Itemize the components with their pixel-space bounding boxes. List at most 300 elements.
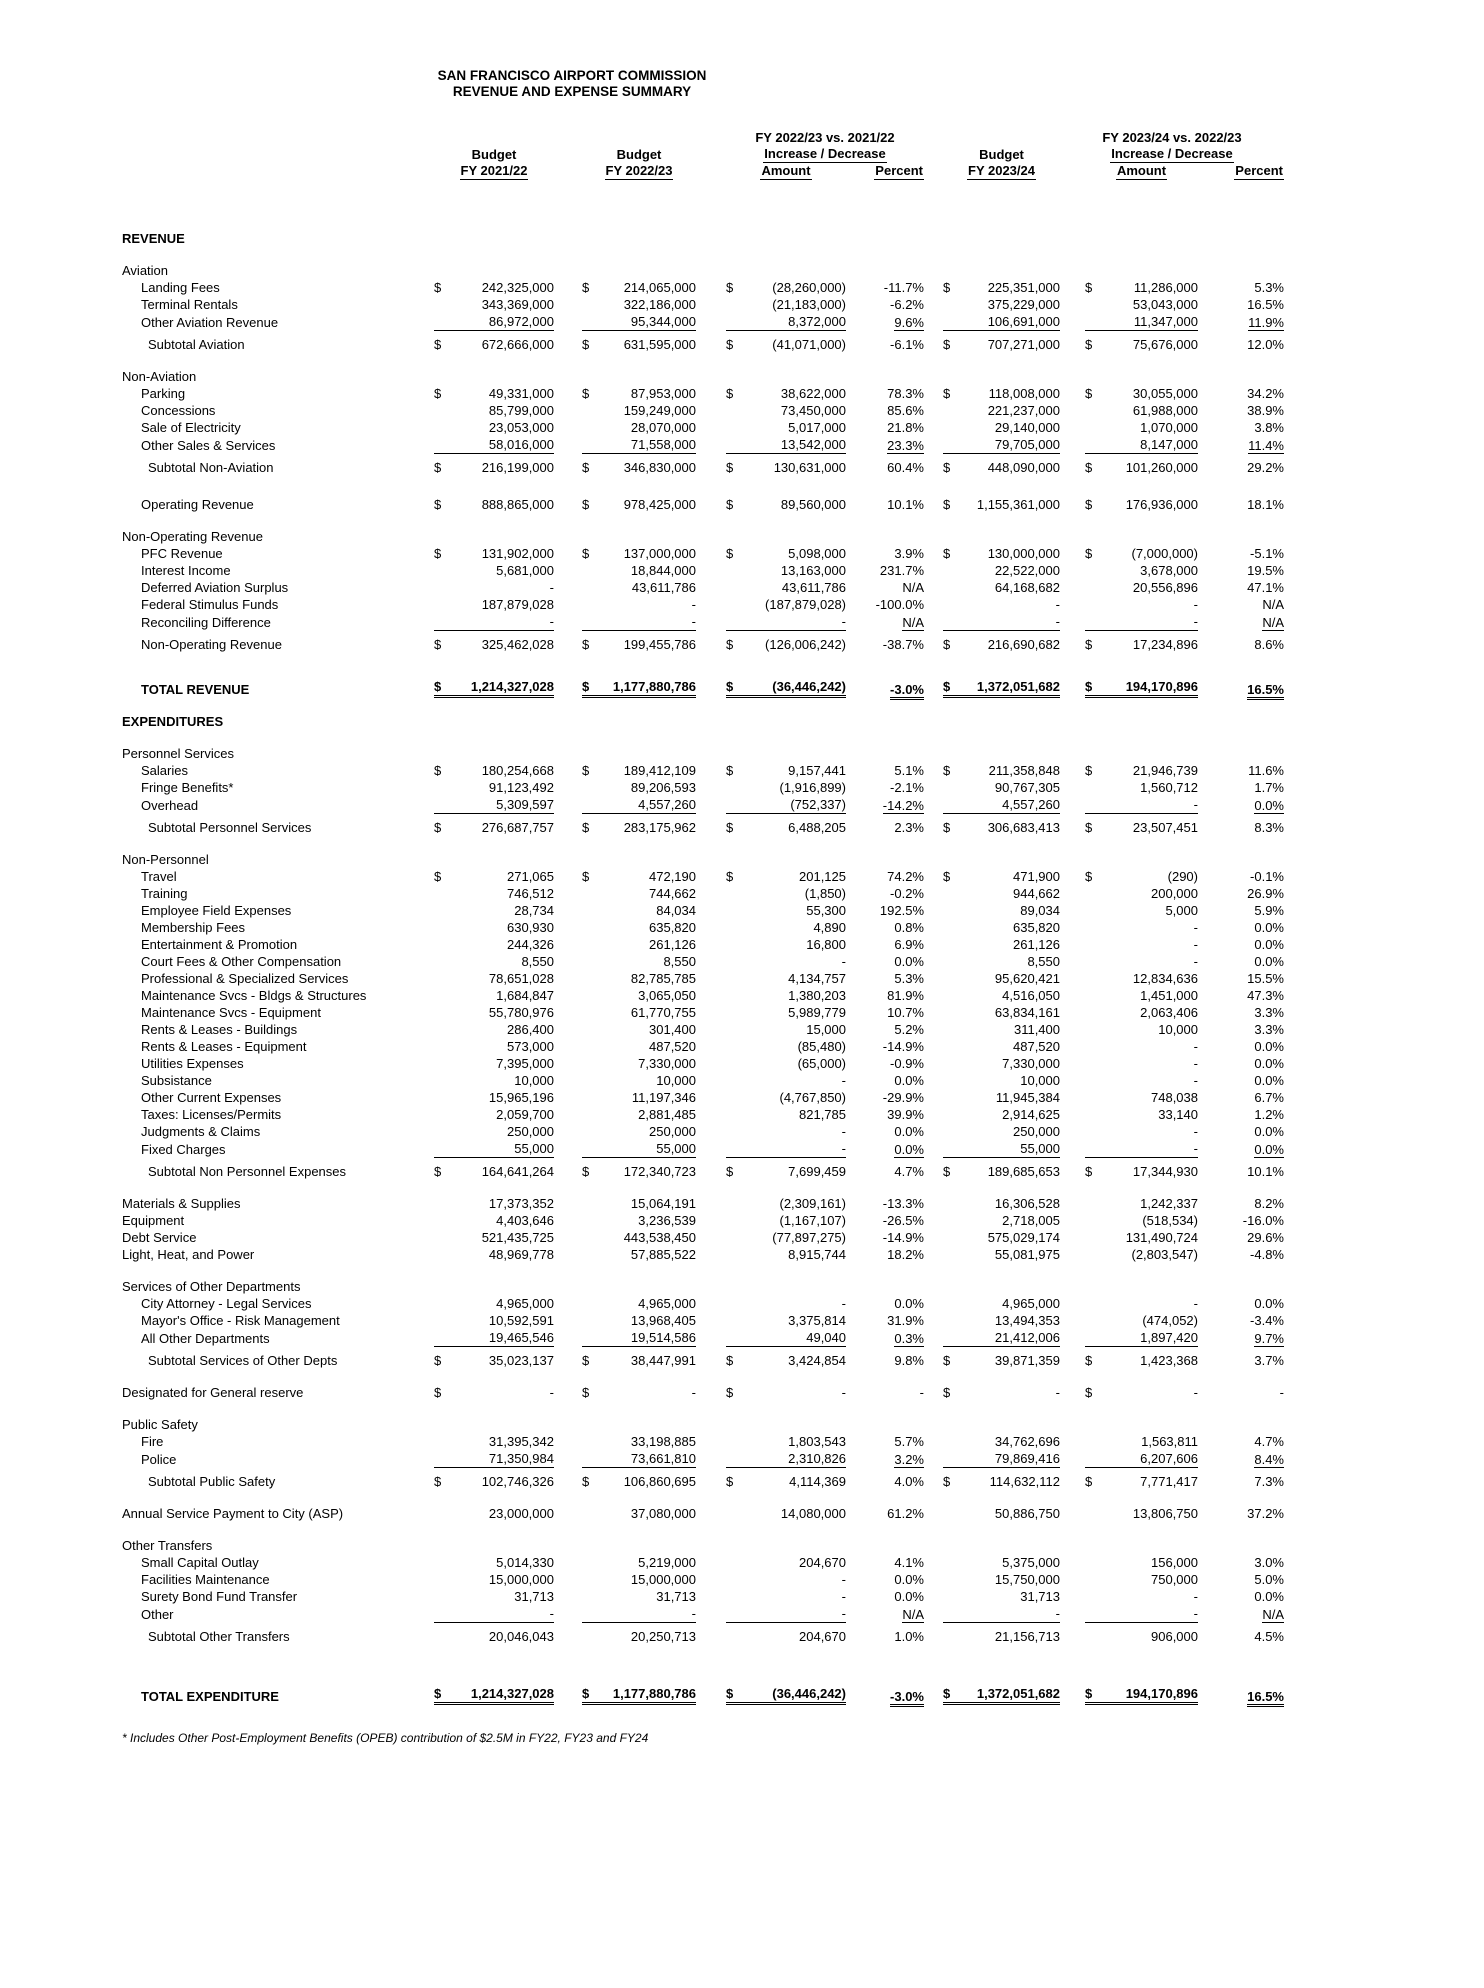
amount-value: 106,860,695 [623, 1474, 696, 1489]
table-row [122, 1246, 1284, 1263]
amount-cell [1060, 919, 1198, 936]
amount-cell [924, 545, 1060, 562]
amount-cell [434, 579, 554, 596]
percent-value: 3.8% [1254, 420, 1284, 435]
percent-value: 0.0% [894, 1589, 924, 1604]
percent-header-1: Percent [875, 163, 923, 178]
table-row [122, 1347, 1284, 1369]
amount-value: - [1055, 597, 1060, 612]
amount-cell [924, 762, 1060, 779]
amount-value: 8,550 [1027, 954, 1060, 969]
percent-value: -14.2% [882, 798, 924, 813]
amount-value: 306,683,413 [987, 820, 1060, 835]
amount-cell [696, 1505, 846, 1522]
row-label: Non-Aviation [122, 369, 197, 384]
amount-value: 635,820 [649, 920, 696, 935]
percent-value: 21.8% [887, 420, 924, 435]
fy1-header: FY 2021/22 [460, 163, 528, 178]
header-row-compare [122, 130, 1284, 146]
percent-cell [1198, 1229, 1284, 1246]
amount-cell [696, 814, 846, 836]
percent-cell [846, 1384, 924, 1401]
table-row [122, 1675, 1284, 1705]
amount-cell [1060, 1038, 1198, 1055]
percent-cell [846, 1468, 924, 1490]
amount-value: 13,494,353 [994, 1313, 1060, 1328]
percent-cell [846, 1246, 924, 1263]
table-row [122, 1106, 1284, 1123]
percent-value: 11.6% [1248, 763, 1284, 778]
amount-value: 4,134,757 [788, 971, 846, 986]
percent-cell [846, 1295, 924, 1312]
percent-cell [1198, 313, 1284, 331]
percent-cell [1198, 454, 1284, 476]
amount-value: 707,271,000 [987, 337, 1060, 352]
percent-cell [1198, 1004, 1284, 1021]
amount-value: 261,126 [649, 937, 696, 952]
amount-value: 164,641,264 [481, 1164, 554, 1179]
amount-cell [924, 1312, 1060, 1329]
amount-value: 5,014,330 [496, 1555, 554, 1570]
dollar-sign: $ [582, 386, 590, 401]
row-label: Travel [141, 869, 177, 884]
amount-cell [696, 436, 846, 454]
percent-cell [1198, 436, 1284, 454]
percent-cell [846, 296, 924, 313]
amount-value: 216,690,682 [987, 637, 1060, 652]
amount-cell [696, 1384, 846, 1401]
amount-value: 1,560,712 [1140, 780, 1198, 795]
percent-cell [1198, 1055, 1284, 1072]
amount-value: 1,372,051,682 [976, 679, 1060, 694]
amount-cell [554, 313, 696, 331]
amount-value: 1,803,543 [788, 1434, 846, 1449]
percent-cell [1198, 1468, 1284, 1490]
row-label: Parking [141, 386, 186, 401]
dollar-sign: $ [434, 1474, 442, 1489]
amount-cell [696, 919, 846, 936]
amount-cell [1060, 1588, 1198, 1605]
amount-cell [924, 1468, 1060, 1490]
spacer-row [122, 1522, 1284, 1537]
amount-value: 13,542,000 [780, 437, 846, 452]
amount-value: 214,065,000 [623, 280, 696, 295]
amount-value: 375,229,000 [987, 297, 1060, 312]
percent-cell [1198, 1072, 1284, 1089]
spacer-row [122, 1180, 1284, 1195]
table-row [122, 1004, 1284, 1021]
percent-value: 192.5% [879, 903, 924, 918]
document-page [0, 68, 1484, 1988]
row-label: Other Aviation Revenue [141, 315, 279, 330]
amount-cell [924, 919, 1060, 936]
amount-value: 63,834,161 [994, 1005, 1060, 1020]
amount-cell [554, 1195, 696, 1212]
dollar-sign: $ [582, 1474, 590, 1489]
dollar-sign: $ [943, 763, 951, 778]
table-row [122, 385, 1284, 402]
amount-value: 1,070,000 [1140, 420, 1198, 435]
budget-table-body [122, 230, 1284, 1705]
row-label: All Other Departments [141, 1331, 270, 1346]
amount-value: 49,331,000 [488, 386, 554, 401]
amount-cell [924, 631, 1060, 653]
amount-value: 443,538,450 [623, 1230, 696, 1245]
amount-cell [1060, 613, 1198, 631]
amount-cell [696, 1450, 846, 1468]
dollar-sign: $ [582, 637, 590, 652]
table-row [122, 1158, 1284, 1180]
amount-value: 250,000 [1013, 1124, 1060, 1139]
table-row [122, 1416, 1284, 1433]
percent-cell [846, 1212, 924, 1229]
dollar-sign: $ [943, 386, 951, 401]
amount-cell [1060, 419, 1198, 436]
amount-cell [554, 1623, 696, 1645]
percent-cell [1198, 919, 1284, 936]
amount-cell [1060, 545, 1198, 562]
row-label: Materials & Supplies [122, 1196, 241, 1211]
amount-value: - [841, 1124, 846, 1139]
amount-value: 38,622,000 [780, 386, 846, 401]
amount-cell [696, 1295, 846, 1312]
percent-cell [1198, 385, 1284, 402]
amount-cell [696, 796, 846, 814]
percent-cell [846, 562, 924, 579]
amount-cell [554, 1347, 696, 1369]
amount-header-2: Amount [1116, 163, 1167, 178]
amount-value: (290) [1167, 869, 1198, 884]
amount-cell [434, 919, 554, 936]
amount-value: 635,820 [1013, 920, 1060, 935]
percent-value: 5.2% [894, 1022, 924, 1037]
amount-cell [924, 1212, 1060, 1229]
amount-cell [1060, 313, 1198, 331]
amount-value: 5,098,000 [788, 546, 846, 561]
amount-cell [434, 1038, 554, 1055]
amount-value: 1,423,368 [1140, 1353, 1198, 1368]
amount-value: - [841, 1385, 846, 1400]
amount-value: (4,767,850) [779, 1090, 846, 1105]
amount-cell [554, 1123, 696, 1140]
amount-value: 322,186,000 [623, 297, 696, 312]
amount-value: 89,034 [1020, 903, 1060, 918]
amount-value: 156,000 [1151, 1555, 1198, 1570]
amount-value: (36,446,242) [772, 679, 846, 694]
amount-value: 2,310,826 [788, 1451, 846, 1466]
amount-cell [1060, 762, 1198, 779]
amount-value: 15,064,191 [630, 1196, 696, 1211]
amount-value: (752,337) [790, 797, 846, 812]
percent-cell [846, 596, 924, 613]
table-row [122, 279, 1284, 296]
amount-value: 14,080,000 [780, 1506, 846, 1521]
amount-value: - [691, 1385, 696, 1400]
table-row [122, 987, 1284, 1004]
amount-cell [696, 491, 846, 513]
amount-value: (1,167,107) [779, 1213, 846, 1228]
amount-cell [554, 1072, 696, 1089]
amount-value: 15,000,000 [488, 1572, 554, 1587]
row-label: Rents & Leases - Equipment [141, 1039, 307, 1054]
dollar-sign: $ [434, 1385, 442, 1400]
amount-value: 242,325,000 [481, 280, 554, 295]
percent-cell [846, 613, 924, 631]
percent-cell [1198, 1038, 1284, 1055]
percent-value: 31.9% [887, 1313, 924, 1328]
table-row [122, 970, 1284, 987]
spacer-row [122, 1401, 1284, 1416]
amount-value: 29,140,000 [994, 420, 1060, 435]
dollar-sign: $ [434, 337, 442, 352]
percent-value: 5.3% [894, 971, 924, 986]
fy2-header: FY 2022/23 [605, 163, 673, 178]
amount-value: - [1193, 1141, 1198, 1156]
percent-value: 0.0% [1254, 1589, 1284, 1604]
amount-value: 201,125 [799, 869, 846, 884]
amount-cell [696, 385, 846, 402]
percent-cell [846, 1588, 924, 1605]
amount-cell [924, 970, 1060, 987]
table-row [122, 631, 1284, 653]
amount-value: 276,687,757 [481, 820, 554, 835]
percent-value: 74.2% [887, 869, 924, 884]
percent-cell [1198, 1246, 1284, 1263]
percent-cell [1198, 762, 1284, 779]
percent-value: 9.7% [1254, 1331, 1284, 1346]
table-row [122, 436, 1284, 454]
title-line-2: REVENUE AND EXPENSE SUMMARY [452, 84, 692, 99]
amount-value: - [841, 1141, 846, 1156]
dollar-sign: $ [943, 546, 951, 561]
percent-value: 29.2% [1247, 460, 1284, 475]
amount-value: 159,249,000 [623, 403, 696, 418]
percent-cell [1198, 331, 1284, 353]
amount-value: 311,400 [1013, 1022, 1060, 1037]
spacer-row [122, 1490, 1284, 1505]
percent-cell [1198, 987, 1284, 1004]
amount-cell [434, 1195, 554, 1212]
amount-cell [1060, 1329, 1198, 1347]
table-row [122, 1123, 1284, 1140]
row-label: Fire [141, 1434, 164, 1449]
document-title [122, 68, 1022, 100]
spacer-row [122, 1660, 1284, 1675]
amount-value: 13,968,405 [630, 1313, 696, 1328]
percent-value: 47.3% [1247, 988, 1284, 1003]
amount-cell [924, 596, 1060, 613]
amount-cell [434, 1571, 554, 1588]
amount-value: 58,016,000 [488, 437, 554, 452]
amount-value: 216,199,000 [481, 460, 554, 475]
amount-value: 487,520 [1013, 1039, 1060, 1054]
percent-cell [846, 1433, 924, 1450]
percent-value: 38.9% [1247, 403, 1284, 418]
row-label: TOTAL REVENUE [141, 682, 250, 697]
amount-cell [924, 1571, 1060, 1588]
amount-value: 750,000 [1151, 1572, 1198, 1587]
amount-value: - [1055, 1606, 1060, 1621]
amount-cell [696, 1106, 846, 1123]
amount-value: 11,197,346 [631, 1090, 696, 1105]
compare1-title: FY 2022/23 vs. 2021/22 [755, 130, 895, 145]
amount-cell [1060, 402, 1198, 419]
amount-cell [434, 1384, 554, 1401]
amount-cell [696, 579, 846, 596]
amount-value: 250,000 [507, 1124, 554, 1139]
amount-value: (2,309,161) [779, 1196, 846, 1211]
percent-cell [846, 313, 924, 331]
amount-cell [1060, 1554, 1198, 1571]
amount-value: 5,375,000 [1002, 1555, 1060, 1570]
amount-cell [434, 1329, 554, 1347]
amount-cell [924, 902, 1060, 919]
table-row [122, 491, 1284, 513]
table-row [122, 1468, 1284, 1490]
amount-cell [434, 1433, 554, 1450]
amount-cell [1060, 1004, 1198, 1021]
table-row [122, 1571, 1284, 1588]
percent-cell [846, 1140, 924, 1158]
percent-cell [846, 814, 924, 836]
amount-value: 89,560,000 [780, 497, 846, 512]
table-row [122, 296, 1284, 313]
table-row [122, 331, 1284, 353]
table-row [122, 545, 1284, 562]
amount-value: 22,522,000 [994, 563, 1060, 578]
amount-value: 325,462,028 [481, 637, 554, 652]
amount-cell [554, 987, 696, 1004]
percent-value: N/A [902, 580, 924, 595]
budget-header-2: Budget [616, 147, 662, 162]
percent-cell [846, 579, 924, 596]
amount-value: 194,170,896 [1125, 1686, 1198, 1701]
amount-value: - [1193, 1606, 1198, 1621]
amount-cell [696, 545, 846, 562]
percent-cell [846, 885, 924, 902]
percent-value: 9.6% [894, 315, 924, 330]
amount-cell [554, 436, 696, 454]
amount-cell [696, 1055, 846, 1072]
amount-cell [696, 1195, 846, 1212]
table-row [122, 668, 1284, 698]
amount-cell [696, 1623, 846, 1645]
percent-value: -3.0% [890, 1689, 924, 1707]
spacer-row [122, 1369, 1284, 1384]
amount-value: 2,059,700 [496, 1107, 554, 1122]
amount-cell [554, 762, 696, 779]
dollar-sign: $ [726, 1474, 734, 1489]
amount-cell [696, 1004, 846, 1021]
amount-value: 744,662 [649, 886, 696, 901]
amount-cell [554, 613, 696, 631]
percent-cell [846, 970, 924, 987]
percent-value: 10.1% [887, 497, 924, 512]
percent-cell [846, 1229, 924, 1246]
amount-cell [924, 1229, 1060, 1246]
amount-value: 343,369,000 [481, 297, 554, 312]
percent-value: 39.9% [887, 1107, 924, 1122]
amount-value: 43,611,786 [631, 580, 696, 595]
amount-cell [434, 1623, 554, 1645]
percent-value: 0.0% [894, 1572, 924, 1587]
amount-cell [924, 1072, 1060, 1089]
percent-cell [1198, 1106, 1284, 1123]
row-label: Sale of Electricity [141, 420, 241, 435]
percent-cell [846, 1106, 924, 1123]
amount-value: 71,558,000 [630, 437, 696, 452]
amount-cell [696, 936, 846, 953]
percent-cell [846, 762, 924, 779]
row-label: PFC Revenue [141, 546, 223, 561]
percent-cell [1198, 902, 1284, 919]
row-label: Subtotal Services of Other Depts [148, 1353, 338, 1368]
row-label: Other [141, 1607, 174, 1622]
percent-value: 0.0% [894, 1124, 924, 1139]
amount-cell [554, 1588, 696, 1605]
percent-cell [1198, 1605, 1284, 1623]
amount-cell [924, 1055, 1060, 1072]
amount-value: 630,930 [507, 920, 554, 935]
percent-value: 29.6% [1247, 1230, 1284, 1245]
amount-value: - [841, 1606, 846, 1621]
amount-value: 90,767,305 [994, 780, 1060, 795]
dollar-sign: $ [943, 820, 951, 835]
row-label: Non-Operating Revenue [122, 529, 263, 544]
row-label: Facilities Maintenance [141, 1572, 270, 1587]
percent-value: 3.9% [894, 546, 924, 561]
dollar-sign: $ [582, 820, 590, 835]
amount-cell [554, 1605, 696, 1623]
amount-cell [696, 454, 846, 476]
table-row [122, 454, 1284, 476]
amount-value: 3,424,854 [788, 1353, 846, 1368]
dollar-sign: $ [582, 337, 590, 352]
dollar-sign: $ [726, 1353, 734, 1368]
amount-cell [554, 385, 696, 402]
amount-cell [434, 1588, 554, 1605]
table-row [122, 262, 1284, 279]
dollar-sign: $ [582, 1353, 590, 1368]
amount-cell [696, 1072, 846, 1089]
dollar-sign: $ [943, 460, 951, 475]
amount-cell [924, 868, 1060, 885]
percent-value: 60.4% [887, 460, 924, 475]
dollar-sign: $ [943, 1474, 951, 1489]
header-row-fiscal-years [122, 163, 1284, 180]
percent-cell [1198, 631, 1284, 653]
row-label: EXPENDITURES [122, 714, 224, 729]
amount-value: - [1193, 920, 1198, 935]
amount-value: 8,372,000 [788, 314, 846, 329]
amount-value: - [1193, 1296, 1198, 1311]
amount-value: 3,678,000 [1140, 563, 1198, 578]
budget-header-3: Budget [979, 147, 1024, 162]
amount-value: 573,000 [507, 1039, 554, 1054]
amount-cell [434, 454, 554, 476]
amount-value: 30,055,000 [1132, 386, 1198, 401]
amount-value: 16,800 [806, 937, 846, 952]
table-row [122, 596, 1284, 613]
amount-value: 4,965,000 [496, 1296, 554, 1311]
dollar-sign: $ [943, 637, 951, 652]
row-label: Subtotal Non-Aviation [148, 460, 274, 475]
table-row [122, 868, 1284, 885]
percent-value: 26.9% [1247, 886, 1284, 901]
dollar-sign: $ [434, 637, 442, 652]
percent-value: 6.7% [1254, 1090, 1284, 1105]
percent-cell [846, 796, 924, 814]
